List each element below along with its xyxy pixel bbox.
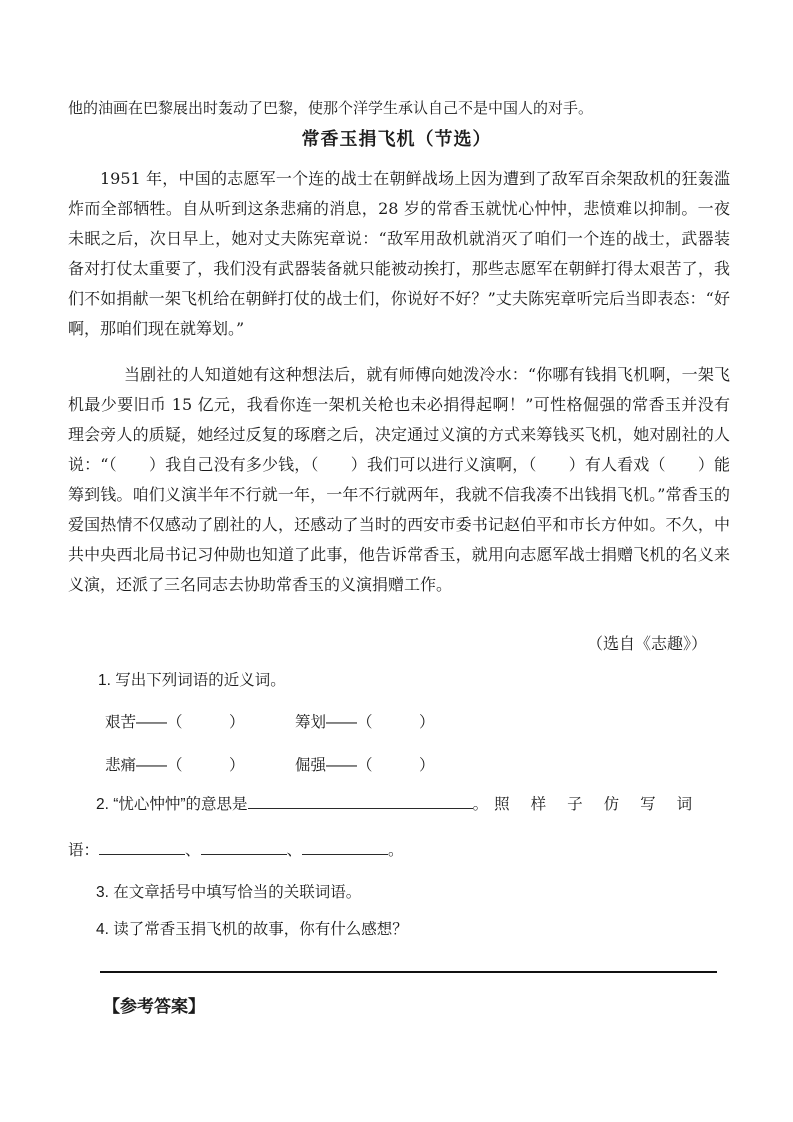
leading-paragraph-tail: 他的油画在巴黎展出时轰动了巴黎，使那个洋学生承认自己不是中国人的对手。 xyxy=(68,100,594,117)
answer-blank-paren: （ ） xyxy=(357,757,435,774)
answer-blank-paren: （ ） xyxy=(357,714,435,731)
synonym-row-1 xyxy=(68,712,767,734)
em-dash: —— xyxy=(326,714,358,731)
question-1-label: 1. 写出下列词语的近义词。 xyxy=(98,672,286,689)
synonym-word: 悲痛 xyxy=(105,757,137,774)
synonym-pair xyxy=(105,755,295,777)
question-2-prefix: 2. “忧心忡忡”的意思是 xyxy=(96,796,248,813)
answer-blank-paren: （ ） xyxy=(167,757,245,774)
question-4-label: 4. 读了常香玉捐飞机的故事，你有什么感想？ xyxy=(96,921,408,938)
answer-blank-line xyxy=(99,839,185,855)
synonym-word: 筹划 xyxy=(295,714,327,731)
synonym-pair xyxy=(295,714,435,731)
em-dash: —— xyxy=(326,757,358,774)
question-2-line-1 xyxy=(68,793,758,816)
question-3-label: 3. 在文章括号中填写恰当的关联词语。 xyxy=(96,884,362,901)
synonym-pair xyxy=(295,757,435,774)
question-2-period: 。 xyxy=(472,796,489,813)
article-paragraph-1: 1951 年，中国的志愿军一个连的战士在朝鲜战场上因为遭到了敌军百余架敌机的狂轰滥炸而全部牺牲。自从听到这条悲痛的消息，28 岁的常香玉就忧心忡忡，悲愤难以抑制。一夜未眠之后，次日早上，她对丈夫陈宪章说：“敌军用敌机就消灭了咱们一个连的战士，武器装备对打仗太重要了，我们没有武器装备就只能被动挨打，那些志愿军在朝鲜打得太艰苦了，我们不如捐献一架飞机给在朝鲜打仗的战士们，你说好不好？”丈夫陈宪章听完后当即表态：“好啊，那咱们现在就筹划。” xyxy=(68,169,730,338)
em-dash: —— xyxy=(136,714,168,731)
answer-blank-line xyxy=(302,839,388,855)
article-title: 常香玉捐飞机（节选） xyxy=(301,129,492,149)
synonym-pair xyxy=(105,712,295,734)
question-2-line-2 xyxy=(68,839,730,862)
blank-separator: 、 xyxy=(185,842,201,859)
blank-separator: 、 xyxy=(286,842,303,859)
em-dash: —— xyxy=(136,757,168,774)
answer-blank-line xyxy=(201,839,287,855)
section-divider-rule xyxy=(100,971,717,973)
source-attribution: （选自《志趣》） xyxy=(586,634,707,653)
question-2-line2-prefix: 语： xyxy=(68,842,100,859)
article-paragraph-2: 当剧社的人知道她有这种想法后，就有师傅向她泼冷水：“你哪有钱捐飞机啊，一架飞机最少要旧币 15 亿元，我看你连一架机关枪也未必捐得起啊！”可性格倔强的常香玉并没有理会旁人的质疑，她经过反复的琢磨之后，决定通过义演的方式来筹钱买飞机，她对剧社的人说：“（ ）我自己没有多少钱，（ ）我们可以进行义演啊，（ ）有人看戏（ ）能筹到钱。咱们义演半年不行就一年，一年不行就两年，我就不信我凑不出钱捐飞机。”常香玉的爱国热情不仅感动了剧社的人，还感动了当时的西安市委书记赵伯平和市长方仲如。不久，中共中央西北局书记习仲勋也知道了此事，他告诉常香玉，就用向志愿军战士捐赠飞机的名义来义演，还派了三名同志去协助常香玉的义演捐赠工作。 xyxy=(68,365,730,594)
question-2-suffix: 照样子仿写词 xyxy=(494,796,714,813)
synonym-word: 艰苦 xyxy=(105,714,137,731)
question-2-end-period: 。 xyxy=(388,842,404,859)
answer-blank-paren: （ ） xyxy=(167,714,245,731)
answer-section-header: 【参考答案】 xyxy=(103,997,205,1017)
answer-blank-line xyxy=(248,793,473,809)
synonym-word: 倔强 xyxy=(295,757,327,774)
synonym-row-2 xyxy=(68,755,767,777)
